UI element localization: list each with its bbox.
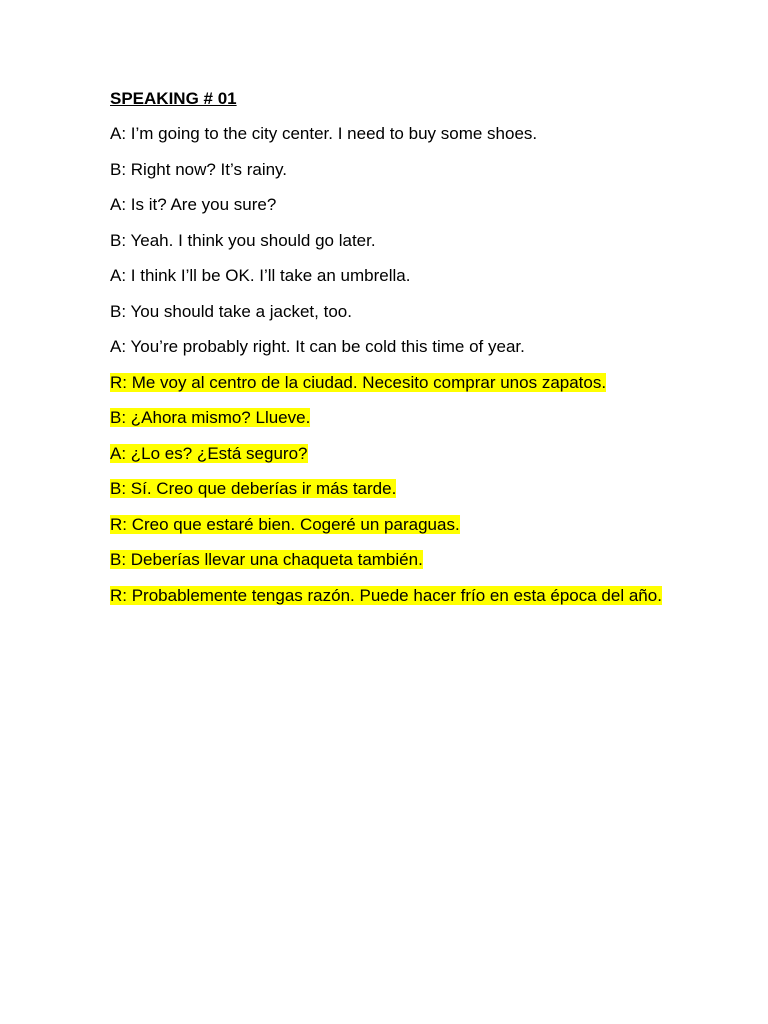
- english-line-2: [110, 159, 670, 181]
- highlighted-translation: A: ¿Lo es? ¿Está seguro?: [110, 443, 308, 463]
- dialogue-text: A: I’m going to the city center. I need to buy some shoes.: [110, 124, 538, 143]
- spanish-line-2: [110, 407, 670, 429]
- highlighted-translation: R: Probablemente tengas razón. Puede hacer frío en esta época del año.: [110, 585, 662, 605]
- highlighted-translation: B: ¿Ahora mismo? Llueve.: [110, 408, 311, 427]
- english-line-4: [110, 230, 670, 252]
- document-title: SPEAKING # 01: [110, 89, 237, 108]
- spanish-line-5: [110, 514, 670, 536]
- spanish-line-3: [110, 443, 670, 465]
- highlighted-translation: R: Me voy al centro de la ciudad. Necesito comprar unos zapatos.: [110, 372, 607, 392]
- highlighted-translation: B: Sí. Creo que deberías ir más tarde.: [110, 479, 397, 498]
- english-line-3: [110, 194, 670, 216]
- dialogue-text: B: Yeah. I think you should go later.: [110, 230, 376, 250]
- spanish-line-6: [110, 549, 670, 571]
- spanish-line-1: [110, 372, 670, 394]
- highlighted-translation: R: Creo que estaré bien. Cogeré un paraguas.: [110, 514, 460, 534]
- highlighted-translation: B: Deberías llevar una chaqueta también.: [110, 550, 423, 569]
- english-line-1: [110, 123, 670, 145]
- spanish-line-7: [110, 583, 670, 609]
- dialogue-text: A: Is it? Are you sure?: [110, 195, 277, 214]
- english-line-5: [110, 265, 670, 287]
- english-line-7: [110, 336, 670, 358]
- dialogue-text: B: You should take a jacket, too.: [110, 301, 352, 321]
- dialogue-text: A: You’re probably right. It can be cold this time of year.: [110, 337, 525, 356]
- spanish-line-4: [110, 478, 670, 500]
- english-line-6: [110, 301, 670, 323]
- document-page: [110, 88, 670, 622]
- dialogue-text: A: I think I’ll be OK. I’ll take an umbrella.: [110, 266, 411, 285]
- dialogue-text: B: Right now? It’s rainy.: [110, 159, 288, 179]
